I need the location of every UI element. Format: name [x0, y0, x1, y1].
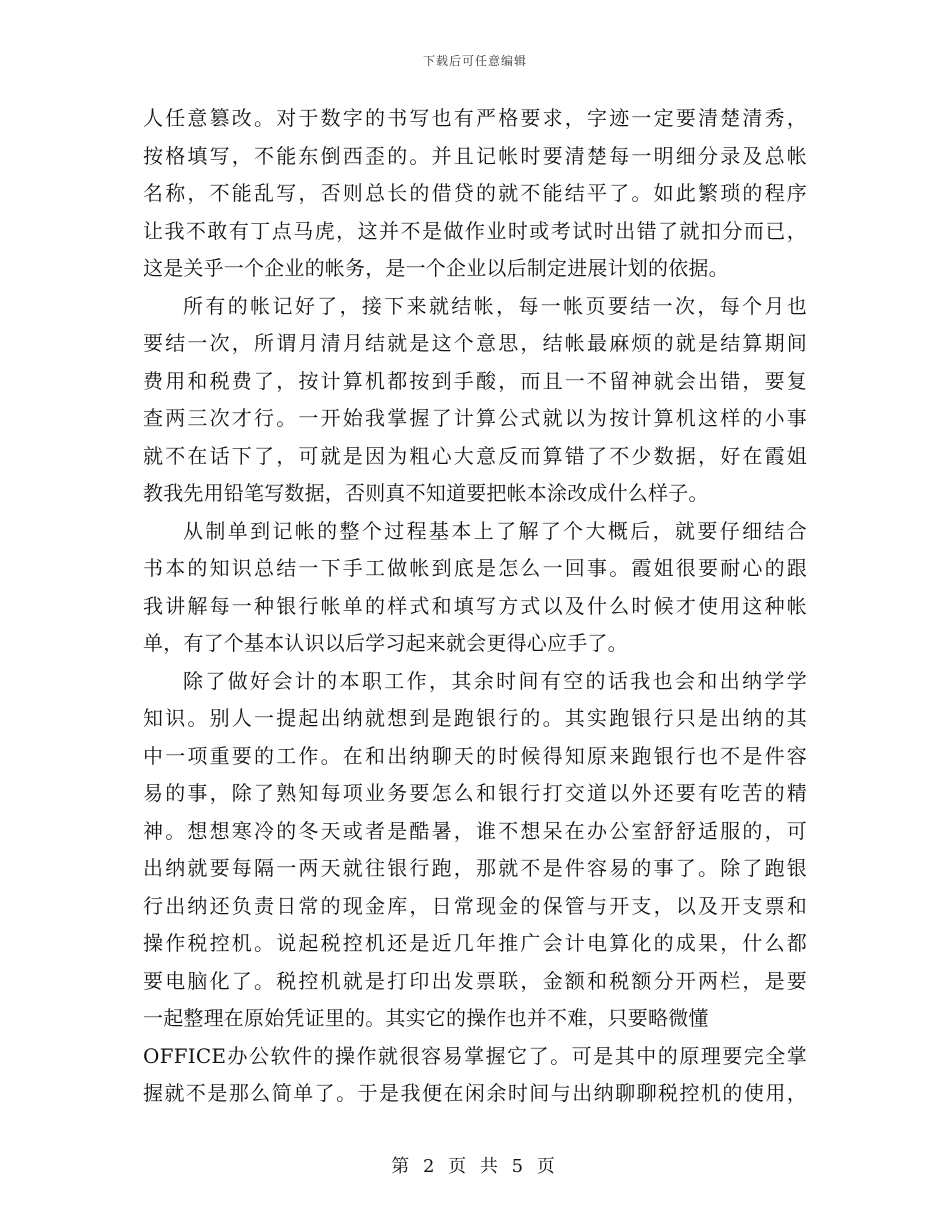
text-line: 名称，不能乱写，否则总长的借贷的就不能结平了。如此繁琐的程序: [143, 181, 807, 205]
text-line: 教我先用铅笔写数据，否则真不知道要把帐本涂改成什么样子。: [143, 481, 709, 505]
text-line: 要电脑化了。税控机就是打印出发票联，金额和税额分开两栏，是要: [143, 968, 807, 993]
text-line: 书本的知识总结一下手工做帐到底是怎么一回事。霞姐很要耐心的跟: [143, 556, 807, 580]
text-line: 中一项重要的工作。在和出纳聊天的时候得知原来跑银行也不是件容: [143, 743, 807, 768]
text-line: 这是关乎一个企业的帐务，是一个企业以后制定进展计划的依据。: [143, 256, 729, 280]
text-line: 行出纳还负责日常的现金库，日常现金的保管与开支，以及开支票和: [143, 893, 807, 918]
text-line: 一起整理在原始凭证里的。其实它的操作也并不难，只要略微懂: [143, 1006, 709, 1030]
text-line: 让我不敢有丁点马虎，这并不是做作业时或考试时出错了就扣分而已，: [143, 218, 807, 243]
text-line: 查两三次才行。一开始我掌握了计算公式就以为按计算机这样的小事: [143, 406, 807, 430]
text-line: 所有的帐记好了，接下来就结帐，每一帐页要结一次，每个月也: [183, 293, 807, 318]
text-line: 费用和税费了，按计算机都按到手酸，而且一不留神就会出错，要复: [143, 368, 807, 393]
page-number: 第 2 页 共 5 页: [391, 1156, 559, 1177]
text-line: 易的事，除了熟知每项业务要怎么和银行打交道以外还要有吃苦的精: [143, 781, 807, 805]
text-line: 要结一次，所谓月清月结就是这个意思，结帐最麻烦的就是结算期间: [143, 331, 807, 355]
text-line: 出纳就要每隔一两天就往银行跑，那就不是件容易的事了。除了跑银: [143, 856, 807, 880]
text-line: 人任意篡改。对于数字的书写也有严格要求，字迹一定要清楚清秀，: [143, 106, 807, 130]
text-line: 操作税控机。说起税控机还是近几年推广会计电算化的成果，什么都: [143, 931, 807, 955]
text-line: 我讲解每一种银行帐单的样式和填写方式以及什么时候才使用这种帐: [143, 593, 807, 618]
document-body: [143, 100, 807, 1113]
text-line: 知识。别人一提起出纳就想到是跑银行的。其实跑银行只是出纳的其: [143, 706, 807, 730]
text-line: 除了做好会计的本职工作，其余时间有空的话我也会和出纳学学: [183, 668, 807, 693]
text-line: 单，有了个基本认识以后学习起来就会更得心应手了。: [143, 631, 628, 655]
text-line: 从制单到记帐的整个过程基本上了解了个大概后，就要仔细结合: [183, 518, 807, 543]
text-line: 神。想想寒冷的冬天或者是酷暑，谁不想呆在办公室舒舒适服的，可: [143, 818, 807, 843]
text-line: 握就不是那么简单了。于是我便在闲余时间与出纳聊聊税控机的使用，: [143, 1081, 807, 1105]
page-header: 下载后可任意编辑: [422, 54, 527, 68]
text-line: 按格填写，不能东倒西歪的。并且记帐时要清楚每一明细分录及总帐: [143, 143, 807, 168]
text-line: OFFICE办公软件的操作就很容易掌握它了。可是其中的原理要完全掌: [143, 1043, 807, 1068]
text-line: 就不在话下了，可就是因为粗心大意反而算错了不少数据，好在霞姐: [143, 443, 807, 468]
